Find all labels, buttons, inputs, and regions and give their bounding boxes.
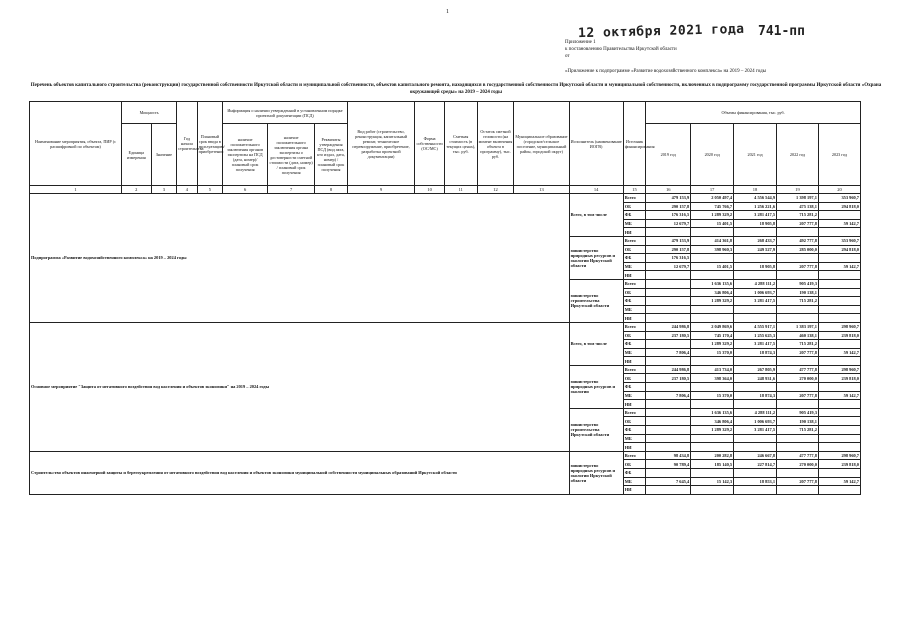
- amount-cell: [777, 469, 819, 478]
- document-title: Перечень объектов капитального строительства (реконструкции) государственной собственности Иркутской области и муниципальной собственности, объектов капитального ремонта, находящихся в государственной собственности Иркутской области и муниципальной собственности, включенных в подпрограмму государственной программы Иркутской области «Охрана окружающей среды» на 2019 – 2024 годы: [30, 83, 882, 95]
- amount-cell: 460 138,1: [777, 331, 819, 340]
- amount-cell: 353 960,7: [818, 194, 860, 203]
- hdr-psd-b: наличие положительного заключения органа экспертизы о достоверности сметной стоимости (дата, номер) / плановый срок получения: [268, 124, 315, 186]
- amount-cell: [646, 271, 691, 280]
- amount-cell: 475 138,1: [777, 202, 819, 211]
- col-index-cell: 2: [121, 186, 151, 194]
- amount-cell: [646, 357, 691, 366]
- amount-cell: [734, 434, 777, 443]
- col-index-cell: 14: [569, 186, 623, 194]
- table-header: [30, 102, 861, 194]
- amount-cell: 477 777,8: [777, 451, 819, 460]
- amount-cell: 479 153,9: [646, 236, 691, 245]
- amount-cell: [818, 426, 860, 435]
- amount-cell: 268 433,7: [734, 236, 777, 245]
- appendix-date-prefix: от: [565, 54, 570, 59]
- amount-cell: 18 905,8: [734, 219, 777, 228]
- amount-cell: 346 806,4: [691, 417, 734, 426]
- amount-cell: 176 316,5: [646, 211, 691, 220]
- amount-cell: [646, 434, 691, 443]
- source-cell: Всего: [623, 322, 645, 331]
- amount-cell: [691, 357, 734, 366]
- source-cell: ОБ: [623, 460, 645, 469]
- amount-cell: [818, 400, 860, 409]
- amount-cell: [777, 314, 819, 323]
- amount-cell: 15 370,0: [691, 391, 734, 400]
- hdr-year-start: Год начала строительства: [177, 102, 197, 186]
- amount-cell: 176 316,5: [646, 254, 691, 263]
- amount-cell: 905 419,3: [777, 279, 819, 288]
- amount-cell: [646, 279, 691, 288]
- col-index-cell: 17: [691, 186, 734, 194]
- hdr-unit: Единица измерения: [121, 124, 151, 186]
- source-cell: МБ: [623, 348, 645, 357]
- amount-cell: 15 370,0: [691, 348, 734, 357]
- amount-cell: [777, 443, 819, 452]
- hdr-year-2022: 2022 год: [777, 124, 819, 186]
- executor-cell: министерство природных ресурсов и экологии: [569, 365, 623, 408]
- amount-cell: [818, 279, 860, 288]
- col-index-cell: 15: [623, 186, 645, 194]
- amount-cell: [818, 228, 860, 237]
- amount-cell: [646, 383, 691, 392]
- col-index-cell: 18: [734, 186, 777, 194]
- amount-cell: 298 960,7: [818, 451, 860, 460]
- appendix-line-2: к постановлению Правительства Иркутской области: [565, 47, 677, 52]
- hdr-est-cost: Сметная стоимость (в текущих ценах), тыс. руб.: [444, 102, 477, 186]
- amount-cell: 2 049 869,6: [691, 322, 734, 331]
- amount-cell: 267 805,9: [734, 365, 777, 374]
- source-cell: НИ: [623, 228, 645, 237]
- amount-cell: [777, 254, 819, 263]
- amount-cell: 285 000,0: [777, 245, 819, 254]
- amount-cell: 715 281,2: [777, 426, 819, 435]
- source-cell: ОБ: [623, 331, 645, 340]
- hdr-ownership: Форма собственности (ОС/МС): [415, 102, 445, 186]
- amount-cell: 1 256 221,6: [734, 202, 777, 211]
- amount-cell: 1 289 329,2: [691, 297, 734, 306]
- amount-cell: [734, 443, 777, 452]
- source-cell: ФБ: [623, 254, 645, 263]
- source-cell: МБ: [623, 391, 645, 400]
- col-index-cell: 8: [315, 186, 348, 194]
- amount-cell: 190 138,1: [777, 417, 819, 426]
- amount-cell: [691, 469, 734, 478]
- amount-cell: 1 398 197,1: [777, 194, 819, 203]
- amount-cell: 7 806,4: [646, 348, 691, 357]
- executor-cell: Всего, в том числе: [569, 322, 623, 365]
- amount-cell: 298 960,7: [818, 322, 860, 331]
- amount-cell: 905 419,3: [777, 408, 819, 417]
- amount-cell: 59 142,7: [818, 477, 860, 486]
- amount-cell: 3 281 417,5: [734, 340, 777, 349]
- amount-cell: 18 905,8: [734, 262, 777, 271]
- amount-cell: 1 383 197,1: [777, 322, 819, 331]
- hdr-municipality: Муниципальное образование (городское/сельское поселение, муниципальный район, городской округ): [514, 102, 569, 186]
- source-cell: Всего: [623, 194, 645, 203]
- source-cell: МБ: [623, 434, 645, 443]
- amount-cell: [818, 340, 860, 349]
- hdr-work-type: Вид работ (строительство, реконструкция, капитальный ремонт, техническое перевооружение, приобретение, разработка проектной документации): [347, 102, 414, 186]
- amount-cell: [818, 288, 860, 297]
- amount-cell: 1 006 693,7: [734, 417, 777, 426]
- col-index-cell: 16: [646, 186, 691, 194]
- amount-cell: [646, 486, 691, 495]
- amount-cell: [734, 400, 777, 409]
- executor-cell: министерство строительства Иркутской области: [569, 408, 623, 451]
- source-cell: ФБ: [623, 340, 645, 349]
- handwritten-date: 12 октября 2021 года: [577, 21, 745, 42]
- executor-cell: министерство строительства Иркутской области: [569, 279, 623, 322]
- amount-cell: 4 556 544,9: [734, 194, 777, 203]
- source-cell: Всего: [623, 279, 645, 288]
- amount-cell: 270 000,0: [777, 460, 819, 469]
- amount-cell: [777, 228, 819, 237]
- amount-cell: [818, 305, 860, 314]
- source-cell: ФБ: [623, 211, 645, 220]
- source-cell: ОБ: [623, 288, 645, 297]
- amount-cell: 18 874,3: [734, 391, 777, 400]
- amount-cell: 2 050 497,4: [691, 194, 734, 203]
- amount-cell: [818, 469, 860, 478]
- amount-cell: [777, 357, 819, 366]
- amount-cell: 4 288 111,2: [734, 408, 777, 417]
- amount-cell: [777, 271, 819, 280]
- amount-cell: [734, 486, 777, 495]
- amount-cell: [818, 254, 860, 263]
- hdr-year-2021: 2021 год: [734, 124, 777, 186]
- amount-cell: 18 853,1: [734, 477, 777, 486]
- amount-cell: 4 288 111,2: [734, 279, 777, 288]
- amount-cell: [646, 305, 691, 314]
- hdr-funding: Объемы финансирования, тыс. руб.: [646, 102, 861, 124]
- amount-cell: 3 281 417,5: [734, 211, 777, 220]
- source-cell: НИ: [623, 486, 645, 495]
- source-cell: НИ: [623, 314, 645, 323]
- amount-cell: 270 000,0: [777, 374, 819, 383]
- table-row: [30, 322, 861, 331]
- amount-cell: [818, 271, 860, 280]
- amount-cell: 18 874,3: [734, 348, 777, 357]
- source-cell: ФБ: [623, 426, 645, 435]
- col-index-cell: 5: [197, 186, 223, 194]
- amount-cell: [646, 469, 691, 478]
- amount-cell: [646, 408, 691, 417]
- col-index-cell: 3: [151, 186, 177, 194]
- amount-cell: 185 140,5: [691, 460, 734, 469]
- amount-cell: 1 006 693,7: [734, 288, 777, 297]
- source-cell: НИ: [623, 443, 645, 452]
- amount-cell: 346 806,4: [691, 288, 734, 297]
- amount-cell: [818, 211, 860, 220]
- amount-cell: 12 679,7: [646, 262, 691, 271]
- amount-cell: [818, 408, 860, 417]
- col-index-cell: 10: [415, 186, 445, 194]
- hdr-psd-a: наличие положительного заключения органов экспертизы на ПСД (дата, номер)/плановый срок получения: [223, 124, 268, 186]
- handwritten-number: 741-пп: [758, 24, 805, 39]
- col-index-cell: 20: [818, 186, 860, 194]
- amount-cell: [777, 305, 819, 314]
- amount-cell: [691, 443, 734, 452]
- col-index-cell: 1: [30, 186, 122, 194]
- amount-cell: 715 281,2: [777, 211, 819, 220]
- hdr-value: Значение: [151, 124, 177, 186]
- hdr-psd-c: Реквизиты утверждения ПСД (вид акта, кто издал, дата, номер) / плановый срок получения: [315, 124, 348, 186]
- amount-cell: 3 281 417,5: [734, 426, 777, 435]
- amount-cell: 59 142,7: [818, 391, 860, 400]
- amount-cell: 715 281,2: [777, 340, 819, 349]
- col-index-cell: 11: [444, 186, 477, 194]
- amount-cell: [646, 400, 691, 409]
- amount-cell: [691, 486, 734, 495]
- hdr-remaining: Остаток сметной стоимости (на момент включения объекта в программу), тыс. руб.: [477, 102, 514, 186]
- amount-cell: 1 289 329,2: [691, 426, 734, 435]
- group-name: Строительство объектов инженерной защиты и берегоукрепления от негативного воздействия вод населения и объектов экономики муниципальной собственности муниципальных образований Иркутской области: [30, 451, 570, 494]
- col-index-cell: 13: [514, 186, 569, 194]
- amount-cell: [734, 357, 777, 366]
- source-cell: НИ: [623, 271, 645, 280]
- source-cell: МБ: [623, 219, 645, 228]
- source-cell: ФБ: [623, 469, 645, 478]
- amount-cell: [646, 297, 691, 306]
- amount-cell: [646, 228, 691, 237]
- table-row: [30, 194, 861, 203]
- amount-cell: [646, 426, 691, 435]
- amount-cell: 227 814,7: [734, 460, 777, 469]
- hdr-year-2020: 2020 год: [691, 124, 734, 186]
- source-cell: ФБ: [623, 297, 645, 306]
- amount-cell: 207 777,8: [777, 219, 819, 228]
- amount-cell: 249 527,9: [734, 245, 777, 254]
- amount-cell: [777, 434, 819, 443]
- source-cell: ОБ: [623, 374, 645, 383]
- amount-cell: 200 282,8: [691, 451, 734, 460]
- amount-cell: 98 434,8: [646, 451, 691, 460]
- amount-cell: [734, 314, 777, 323]
- amount-cell: [691, 271, 734, 280]
- amount-cell: 207 777,8: [777, 391, 819, 400]
- source-cell: МБ: [623, 305, 645, 314]
- amount-cell: [646, 314, 691, 323]
- col-index-cell: 6: [223, 186, 268, 194]
- amount-cell: [818, 357, 860, 366]
- source-cell: ОБ: [623, 417, 645, 426]
- amount-cell: [818, 443, 860, 452]
- amount-cell: 294 818,0: [818, 202, 860, 211]
- hdr-capacity: Мощность: [121, 102, 176, 124]
- appendix-line-1: Приложение 1: [565, 40, 596, 45]
- hdr-executor: Исполнитель (наименование ИОГВ): [569, 102, 623, 186]
- amount-cell: 237 180,5: [646, 331, 691, 340]
- source-cell: ОБ: [623, 202, 645, 211]
- col-index-cell: 19: [777, 186, 819, 194]
- amount-cell: [691, 228, 734, 237]
- col-index-cell: 7: [268, 186, 315, 194]
- col-index-cell: 9: [347, 186, 414, 194]
- objects-table: [29, 101, 861, 495]
- hdr-source: Источник финансирования: [623, 102, 645, 186]
- hdr-year-2023: 2023 год: [818, 124, 860, 186]
- amount-cell: 244 986,8: [646, 322, 691, 331]
- amount-cell: 239 818,0: [818, 374, 860, 383]
- amount-cell: 239 818,0: [818, 460, 860, 469]
- amount-cell: 1 289 329,2: [691, 211, 734, 220]
- amount-cell: 237 180,5: [646, 374, 691, 383]
- amount-cell: 353 960,7: [818, 236, 860, 245]
- amount-cell: [777, 400, 819, 409]
- source-cell: МБ: [623, 262, 645, 271]
- amount-cell: [818, 434, 860, 443]
- source-cell: МБ: [623, 477, 645, 486]
- amount-cell: [818, 417, 860, 426]
- col-index-cell: 12: [477, 186, 514, 194]
- amount-cell: [734, 383, 777, 392]
- amount-cell: 4 555 917,1: [734, 322, 777, 331]
- amount-cell: [818, 486, 860, 495]
- amount-cell: [734, 271, 777, 280]
- executor-cell: Всего, в том числе: [569, 194, 623, 237]
- amount-cell: 398 960,3: [691, 245, 734, 254]
- hdr-name: Наименование мероприятия, объекта, ПИР (с расшифровкой по объектам): [30, 102, 122, 186]
- amount-cell: 12 679,7: [646, 219, 691, 228]
- amount-cell: 745 766,7: [691, 202, 734, 211]
- amount-cell: [691, 305, 734, 314]
- source-cell: Всего: [623, 408, 645, 417]
- table-row: [30, 451, 861, 460]
- source-cell: Всего: [623, 365, 645, 374]
- amount-cell: 477 777,8: [777, 365, 819, 374]
- amount-cell: 190 138,1: [777, 288, 819, 297]
- column-index-row: [30, 186, 861, 194]
- executor-cell: министерство природных ресурсов и экологии Иркутской области: [569, 451, 623, 494]
- amount-cell: 7 806,4: [646, 391, 691, 400]
- source-cell: ОБ: [623, 245, 645, 254]
- amount-cell: 59 142,7: [818, 348, 860, 357]
- amount-cell: 15 401,5: [691, 262, 734, 271]
- amount-cell: [691, 254, 734, 263]
- source-cell: Всего: [623, 236, 645, 245]
- hdr-psd-info: Информация о наличии утвержденной в установленном порядке проектной документации (ПСД): [223, 102, 348, 124]
- amount-cell: 59 142,7: [818, 219, 860, 228]
- amount-cell: [646, 288, 691, 297]
- amount-cell: 3 281 417,5: [734, 297, 777, 306]
- amount-cell: [777, 486, 819, 495]
- source-cell: НИ: [623, 357, 645, 366]
- amount-cell: [646, 417, 691, 426]
- amount-cell: 479 153,9: [646, 194, 691, 203]
- amount-cell: 715 281,2: [777, 297, 819, 306]
- amount-cell: [646, 340, 691, 349]
- amount-cell: [734, 469, 777, 478]
- amount-cell: [691, 383, 734, 392]
- amount-cell: 7 645,4: [646, 477, 691, 486]
- amount-cell: 290 157,8: [646, 202, 691, 211]
- amount-cell: 239 818,0: [818, 331, 860, 340]
- amount-cell: 398 364,0: [691, 374, 734, 383]
- amount-cell: 294 818,0: [818, 245, 860, 254]
- amount-cell: [818, 314, 860, 323]
- amount-cell: [691, 434, 734, 443]
- amount-cell: 59 142,7: [818, 262, 860, 271]
- amount-cell: [818, 383, 860, 392]
- amount-cell: [777, 383, 819, 392]
- amount-cell: 207 777,8: [777, 348, 819, 357]
- amount-cell: 1 636 135,6: [691, 408, 734, 417]
- amount-cell: [734, 228, 777, 237]
- amount-cell: [691, 314, 734, 323]
- amount-cell: [818, 297, 860, 306]
- amount-cell: 1 636 135,6: [691, 279, 734, 288]
- amount-cell: 15 401,5: [691, 219, 734, 228]
- amount-cell: 246 667,8: [734, 451, 777, 460]
- amount-cell: 248 931,6: [734, 374, 777, 383]
- amount-cell: 15 142,3: [691, 477, 734, 486]
- amount-cell: [734, 305, 777, 314]
- amount-cell: 207 777,8: [777, 262, 819, 271]
- page-number: 1: [446, 9, 449, 15]
- appendix-line-3: [565, 53, 766, 60]
- amount-cell: [691, 400, 734, 409]
- amount-cell: 290 157,8: [646, 245, 691, 254]
- amount-cell: 745 170,4: [691, 331, 734, 340]
- amount-cell: 413 734,0: [691, 365, 734, 374]
- group-name: Основное мероприятие "Защита от негативного воздействия вод населения и объектов экономики" на 2019 – 2024 годы: [30, 322, 570, 451]
- source-cell: НИ: [623, 400, 645, 409]
- amount-cell: [646, 443, 691, 452]
- amount-cell: 90 789,4: [646, 460, 691, 469]
- amount-cell: 207 777,8: [777, 477, 819, 486]
- amount-cell: 244 986,8: [646, 365, 691, 374]
- table-body: [30, 194, 861, 495]
- group-name: Подпрограмма «Развитие водохозяйственного комплекса» на 2019 – 2024 годы: [30, 194, 570, 323]
- amount-cell: 1 255 625,3: [734, 331, 777, 340]
- amount-cell: 1 289 329,2: [691, 340, 734, 349]
- hdr-year-2019: 2019 год: [646, 124, 691, 186]
- amount-cell: 414 361,8: [691, 236, 734, 245]
- source-cell: ФБ: [623, 383, 645, 392]
- executor-cell: министерство природных ресурсов и экологии Иркутской области: [569, 236, 623, 279]
- hdr-plan-term: Плановый срок ввода в эксплуатацию/приобретения: [197, 102, 223, 186]
- appendix-line-4: «Приложение к подпрограмме «Развитие водохозяйственного комплекса» на 2019 – 2024 годы: [565, 69, 767, 74]
- amount-cell: [734, 254, 777, 263]
- col-index-cell: 4: [177, 186, 197, 194]
- appendix-block: [565, 39, 766, 75]
- amount-cell: 298 960,7: [818, 365, 860, 374]
- amount-cell: 492 777,8: [777, 236, 819, 245]
- source-cell: Всего: [623, 451, 645, 460]
